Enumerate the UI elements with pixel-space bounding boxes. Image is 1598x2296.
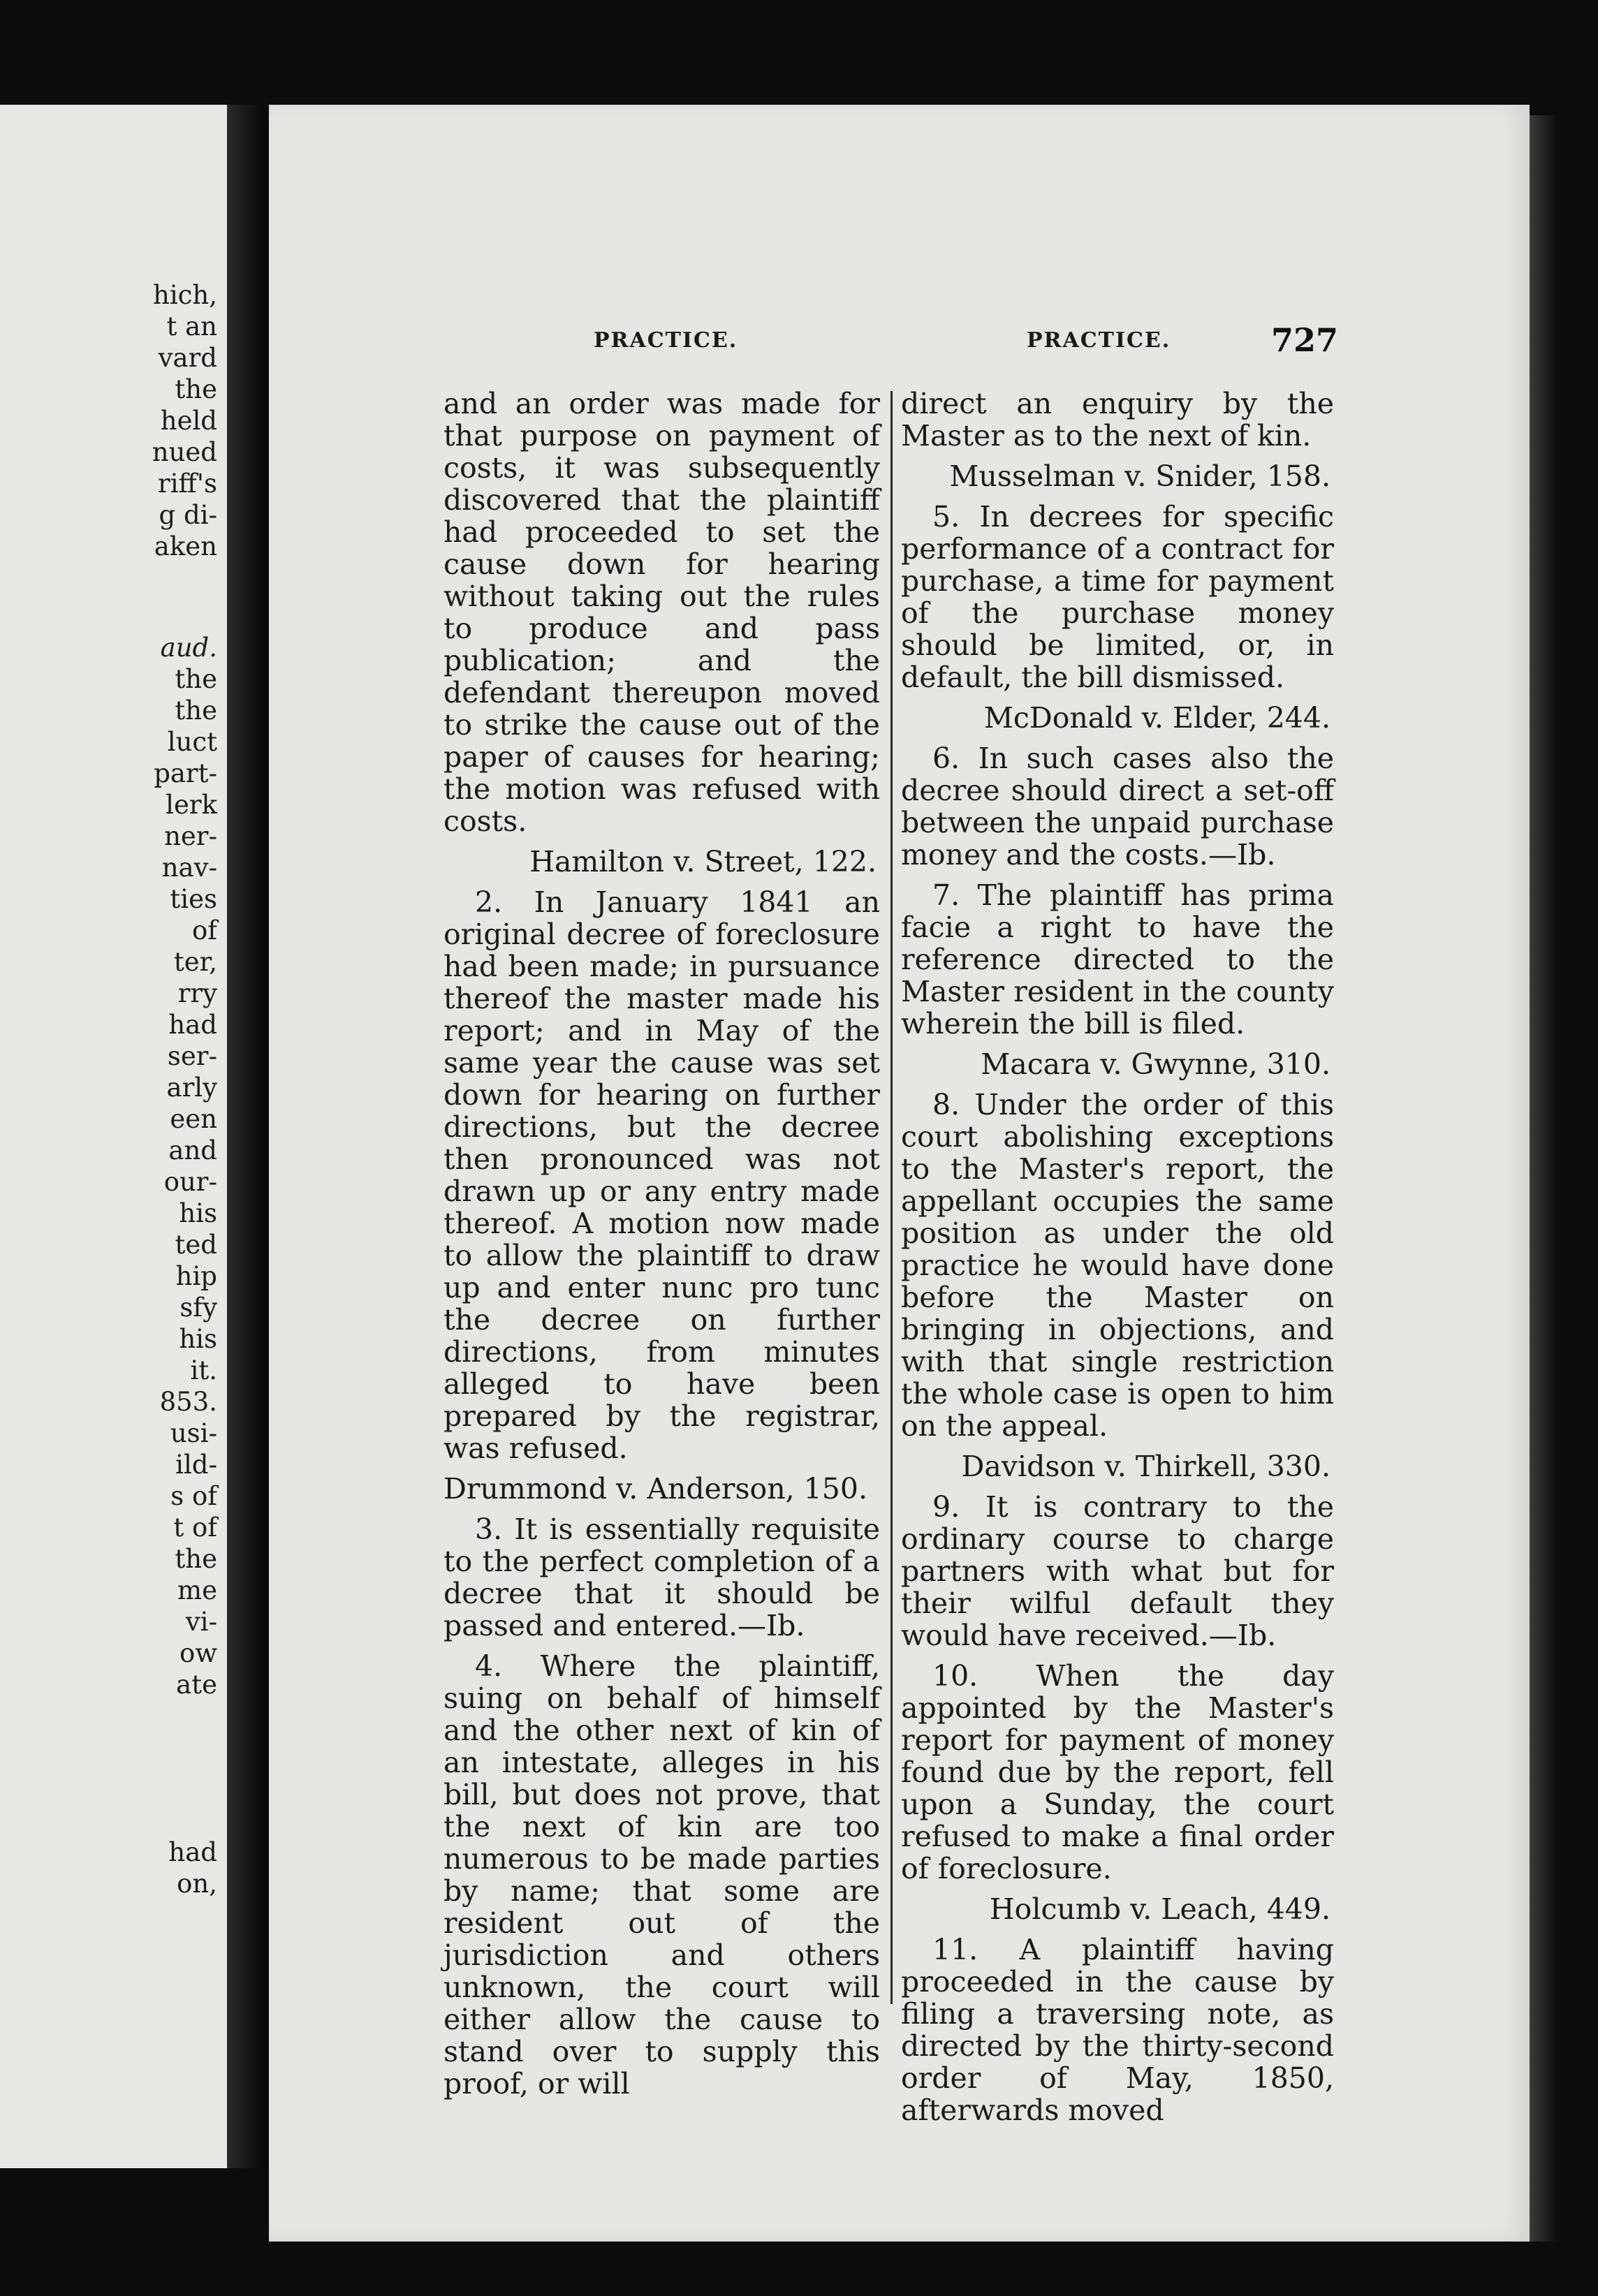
left-page-line-fragment: it. bbox=[190, 1355, 217, 1385]
left-page-line-fragment: aken bbox=[154, 531, 217, 561]
paragraph-5: 5. In decrees for specific performance of a contract for purchase, a time for payment of the purchase money should be limited, or, in default, the bill dismissed. bbox=[901, 500, 1334, 694]
paragraph-11: 11. A plaintiff having proceeded in the cause by filing a traversing note, as directed by the thirty-second order of May, 1850, afterwards moved bbox=[901, 1933, 1334, 2127]
left-page-line-fragment: vi- bbox=[185, 1607, 217, 1637]
left-page-line-fragment: hich, bbox=[153, 280, 217, 310]
left-page-line-fragment: his bbox=[179, 1198, 217, 1228]
left-page-line-fragment: our- bbox=[163, 1167, 217, 1197]
left-page-line-fragment: ties bbox=[170, 884, 217, 914]
left-page-line-fragment: ild- bbox=[175, 1450, 217, 1480]
left-page-line-fragment: ate bbox=[176, 1670, 217, 1700]
left-page-line-fragment: vard bbox=[158, 343, 217, 373]
left-page-line-fragment: the bbox=[175, 696, 217, 726]
left-page-line-fragment: held bbox=[160, 406, 217, 436]
gutter-shadow bbox=[227, 105, 265, 2168]
left-page-line-fragment: aud. bbox=[160, 633, 217, 663]
left-page-line-fragment: riff's bbox=[158, 469, 217, 499]
left-page-line-fragment: ted bbox=[175, 1230, 217, 1260]
citation-macara: Macara v. Gwynne, 310. bbox=[981, 1047, 1331, 1081]
left-page-line-fragment: ner- bbox=[164, 821, 217, 851]
paragraph-4-continued: direct an enquiry by the Master as to the next of kin. bbox=[901, 387, 1334, 452]
paragraph-1-continued: and an order was made for that purpose on payment of costs, it was subsequently discovered that the plaintiff had proceeded to set the cause down for hearing without taking out the rules to produce and pass publication; and the defendant thereupon moved to strike the cause out of the paper of causes for hearing; the motion was refused with costs. bbox=[444, 387, 880, 838]
left-page-line-fragment: nav- bbox=[161, 853, 217, 883]
citation-mcdonald: McDonald v. Elder, 244. bbox=[983, 701, 1331, 735]
left-page-line-fragment: usi- bbox=[170, 1418, 217, 1448]
left-page-line-fragment: the bbox=[175, 374, 217, 404]
left-page-line-fragment: luct bbox=[167, 727, 217, 757]
right-column bbox=[901, 388, 1334, 2135]
paragraph-6: 6. In such cases also the decree should direct a set-off between the unpaid purchase money and the costs.—Ib. bbox=[901, 742, 1334, 871]
left-column bbox=[444, 388, 880, 2108]
left-page-line-fragment: een bbox=[170, 1104, 217, 1134]
running-header-left: PRACTICE. bbox=[594, 328, 738, 353]
paragraph-2: 2. In January 1841 an original decree of foreclosure had been made; in pursuance thereof the master made his report; and in May of the same year the cause was set down for hearing on further directions, but the decree then pronounced was not drawn up or any entry made thereof. A motion now made to allow the plaintiff to draw up and enter nunc pro tunc the decree on further directions, from minutes alleged to have been prepared by the registrar, was refused. bbox=[444, 885, 880, 1465]
left-facing-page bbox=[0, 105, 227, 2168]
left-page-line-fragment: g di- bbox=[159, 500, 217, 530]
left-page-line-fragment: s of bbox=[170, 1481, 217, 1511]
left-page-line-fragment: had bbox=[168, 1837, 217, 1867]
left-page-line-fragment: lerk bbox=[166, 790, 217, 820]
left-page-line-fragment: part- bbox=[154, 758, 217, 788]
left-page-line-fragment: sfy bbox=[179, 1293, 217, 1323]
left-page-line-fragment: me bbox=[177, 1575, 217, 1605]
left-page-line-fragment: hip bbox=[175, 1261, 217, 1291]
citation-davidson: Davidson v. Thirkell, 330. bbox=[961, 1450, 1331, 1483]
left-page-line-fragment: arly bbox=[166, 1073, 217, 1103]
left-page-line-fragment: ter, bbox=[173, 947, 217, 977]
left-page-line-fragment: ow bbox=[179, 1638, 217, 1668]
left-page-line-fragment: rry bbox=[177, 978, 217, 1008]
left-page-line-fragment: his bbox=[179, 1324, 217, 1354]
left-page-line-fragment: nued bbox=[152, 437, 217, 467]
left-page-line-fragment: ser- bbox=[167, 1041, 217, 1071]
citation-musselman: Musselman v. Snider, 158. bbox=[949, 459, 1331, 493]
column-divider bbox=[890, 391, 893, 2004]
page-number: 727 bbox=[1271, 321, 1339, 359]
page-edge bbox=[1530, 115, 1557, 2242]
left-page-line-fragment: t of bbox=[173, 1513, 217, 1543]
citation-holcumb: Holcumb v. Leach, 449. bbox=[989, 1892, 1331, 1926]
left-page-line-fragment: had bbox=[168, 1010, 217, 1040]
left-page-line-fragment: and bbox=[168, 1135, 217, 1165]
paragraph-9: 9. It is contrary to the ordinary course to charge partners with what but for their wilful default they would have received.—Ib. bbox=[901, 1490, 1334, 1652]
citation-drummond: Drummond v. Anderson, 150. bbox=[444, 1472, 867, 1506]
left-page-line-fragment: of bbox=[192, 915, 217, 945]
left-page-line-fragment: 853. bbox=[159, 1387, 217, 1417]
citation-hamilton: Hamilton v. Street, 122. bbox=[529, 845, 877, 878]
paragraph-7: 7. The plaintiff has prima facie a right to have the reference directed to the Master resident in the county wherein the bill is filed. bbox=[901, 878, 1334, 1040]
left-page-line-fragment: on, bbox=[177, 1869, 217, 1899]
left-page-line-fragment: t an bbox=[166, 311, 217, 341]
running-header-right: PRACTICE. bbox=[1027, 328, 1171, 353]
paragraph-4: 4. Where the plaintiff, suing on behalf of himself and the other next of kin of an intestate, alleges in his bill, but does not prove, that the next of kin are too numerous to be made parties by name; that some are resident out of the jurisdiction and others unknown, the court will either allow the cause to stand over to supply this proof, or will bbox=[444, 1649, 880, 2100]
left-page-line-fragment: the bbox=[175, 664, 217, 694]
paragraph-3: 3. It is essentially requisite to the perfect completion of a decree that it should be passed and entered.—Ib. bbox=[444, 1513, 880, 1642]
paragraph-8: 8. Under the order of this court abolishing exceptions to the Master's report, the appellant occupies the same position as under the old practice he would have done before the Master on bringing in objections, and with that single restriction the whole case is open to him on the appeal. bbox=[901, 1088, 1334, 1443]
paragraph-10: 10. When the day appointed by the Master's report for payment of money found due by the report, fell upon a Sunday, the court refused to make a final order of foreclosure. bbox=[901, 1659, 1334, 1885]
left-page-line-fragment: the bbox=[175, 1544, 217, 1574]
